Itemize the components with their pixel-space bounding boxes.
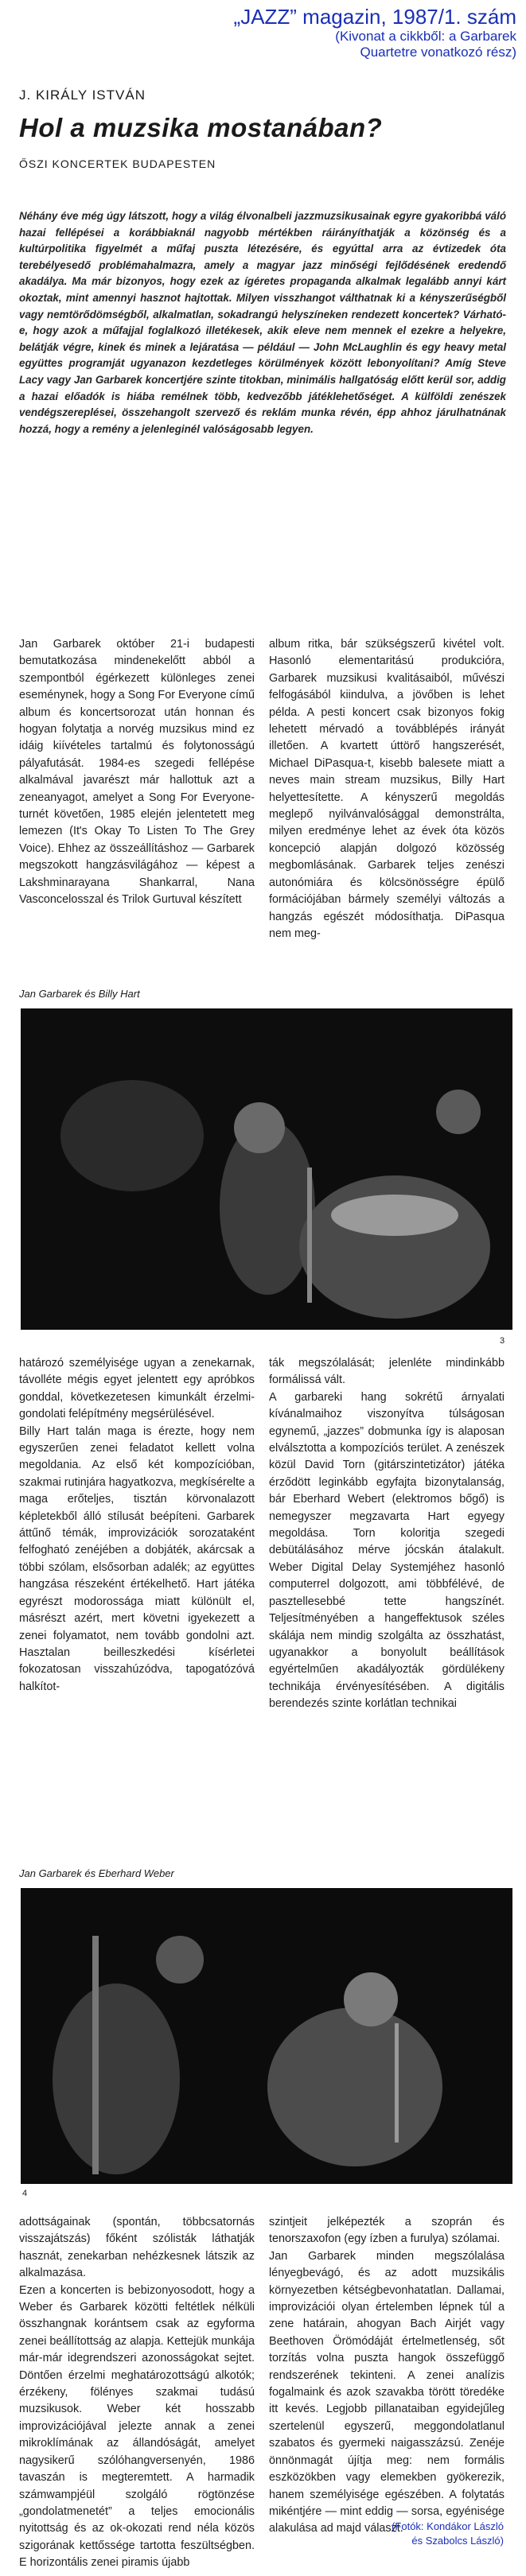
paragraph: Ezen a koncerten is bebizonyosodott, hogy a Weber és Garbarek közötti feltétlek nélküli összhangnak korántsem csak az egyforma zenei beállítottság az alapja. Kettejük munkája már-már idegrendszeri azonosságokat sejtet. Döntően érzelmi meghatározottságú alkotók; érzékeny, fölényes szakmai tudású muzsikusok. Weber két hosszabb improvizációjával jelezte annak a zenei mikroklímának az állandóságát, amelyet nagysikerű szólóhangversenyén, 1986 tavaszán is megteremtett. A harmadik számwampjéül szolgáló rögtönzése „gondolatmenetét” a teljes emocionális nyitottság és az ok-okozati rend néla közös szigorának kettőssége tartotta feszültségben. E horizontális zenei piramis újabb <box>19 2283 255 2570</box>
body-column-2 <box>269 636 505 942</box>
paragraph: szintjeit jelképezték a szoprán és tenorszaxofon (egy ízben a furulya) szólamai. <box>269 2216 505 2246</box>
body-column-3 <box>19 1355 255 1696</box>
photo-caption-2: Jan Garbarek és Eberhard Weber <box>19 1867 174 1879</box>
photo-credit <box>265 2520 504 2548</box>
paragraph: adottságainak (spontán, többcsatornás visszajátszás) főként szólisták láthatják hasznát, zenekarban nehézkesnek látszik az alkalmazása. <box>19 2216 255 2280</box>
paragraph: Jan Garbarek október 21-i budapesti bemutatkozása mindenekelőtt abból a szempontból égérkezett különleges zenei eseménynek, hogy a Song For Everyone című album és koncertsorozat után honnan és hogyan folytatja a norvég muzsikus mind ez idáig kiívételes tartalmú és folytonosságú pályafutását. 1984-es szegedi fellépése alkalmával javarészt már hallottuk azt a zeneanyagot, amelyet a Song For Everyone-turnét követően, 1985 elején jelentetett meg lemezen (It's Okay To Listen To The Grey Voice). Ehhez az összeállításhoz — Garbarek megszokott hangzásvilágához — képest a Lakshminarayana Shankarral, Nana Vasconcelosszal és Trilok Gurtuval készített <box>19 638 255 907</box>
article-author: J. KIRÁLY ISTVÁN <box>19 87 146 103</box>
body-column-4 <box>269 1355 505 1713</box>
page-number-3: 3 <box>500 1336 505 1346</box>
photo-garbarek-weber <box>21 1888 512 2184</box>
photo-caption-1: Jan Garbarek és Billy Hart <box>19 988 140 1000</box>
page-number-4: 4 <box>22 2189 28 2198</box>
paragraph: határozó személyisége ugyan a zenekarnak, távolléte mégis egyet jelentett egy apróbkos gonddal, következetesen kimunkált érzelmi-gondolati felépítmény megsérülésével. <box>19 1357 255 1421</box>
document-header <box>182 5 516 60</box>
paragraph: album ritka, bár szükségszerű kivétel volt. Hasonló elementaritású produkcióra, Garbarek muzsikusi kvalitásaiból, művészi felfogásából kiindulva, a jövőben is lehet példa. A pesti koncert csak bizonyos fokig lehetett mérvadó a továbblépés irányát illetően. A kvartett úttörő hangszerését, Michael DiPasqua-t, kisebb balesete miatt a neves main stream muzsikus, Billy Hart helyettesítette. A kényszerű megoldás meglepő nyilvánvalósággal demonstrálta, milyen eredménye lehet az évek óta közös koncepció alapján dolgozó közösség megbomlásának. Garbarek teljes zenészi autonómiára és kölcsönösségre épülő formációjában bármely személyi változás a hangzás egészét módosíthatja. DiPasqua nem meg- <box>269 638 505 940</box>
article-lead: Néhány éve még úgy látszott, hogy a világ élvonalbeli jazzmuzsikusainak egyre gyakoribbá váló hazai fellépései a korábbiaknál nagyobb mértékben ráirányíthatják a közönség és a kultúrpolitika figyelmét a műfaj puszta létezésére, és egyúttal arra az évtizedek óta terebélyesedő problémahalmazra, amely a magyar jazz minőségi fejlődésének eredendő akadálya. Ma már bizonyos, hogy ezek az ígéretes propaganda alkalmak legalább annyi kárt okoztak, mint amennyi hasznot hajtottak. Milyen visszhangot válthatnak ki a kényszerűségből vagy nemtörődömségből, alkalmatlan, sokadrangú helyszíneken rendezett koncertek? Várható-e, hogy azok a műfajjal foglalkozó illetékesek, akik eleve nem mennek el ezekre a helyekre, belátják végre, kinek és minek a lejáratása — például — John McLaughlin és egy heavy metal együttes programját ugyanazon kezdetleges körülmények között lebonyolítani? Amíg Steve Lacy vagy Jan Garbarek koncertjére szinte titokban, minimális hallgatóság előtt kerül sor, addig a hazai előadók is hiába remélnek több, kedvezőbb játéklehetőséget. A külföldi zenészek vendégszereplései, összehangolt szervező és reklám munka révén, épp ahhoz járulhatnának hozzá, hogy a remény a jelenleginél valóságosabb legyen. <box>19 210 506 435</box>
paragraph: A garbareki hang sokrétű árnyalati kívánalmaihoz viszonyítva túlságosan egynemű, „jazzes” dobmunka így is alaposan elválsztotta a kompozíciós terület. A zenészek közül David Torn (gitárszintetizátor) játéka érződött leginkább egyfajta bizonytalanság, bár Eberhard Webert (elektromos bőgő) is nemegyszer megzavarta Hart egyegy megoldása. Torn koloritja szegedi debütálásához mérve jócskán átalakult. Weber Digital Delay Systemjéhez hasonló computerrel dolgozott, ami többfélévé, de pasztellesebbé tette hangszínét. Teljesítményében a hangeffektusok széles skálája nem mindig szolgálta az összhatást, ugyanakkor a bonyolult beállítások egyértelműen akadályozták gördülékeny technikája érvényesítésében. A digitális berendezés szinte korlátlan technikai <box>269 1390 505 1711</box>
magazine-title: „JAZZ” magazin, 1987/1. szám <box>233 5 516 29</box>
photo-garbarek-hart <box>21 1008 512 1330</box>
credit-line2: és Szabolcs László) <box>411 2535 504 2547</box>
paragraph: ták megszólalását; jelenléte mindinkább formálissá vált. <box>269 1357 505 1387</box>
body-column-5 <box>19 2214 255 2572</box>
paragraph: Billy Hart talán maga is érezte, hogy nem egyszerűen zenei feladatot kellett volna megoldania. Az első két kompozícióban, szakmai rutinjára hagyatkozva, megkísérelte a maga erőteljes, tisztán körvonalazott képletekből álló stílusát beépíteni. Garbarek áttűnő témák, improvizációk sorozataként felfogható zenéjében a dobjáték, akárcsak a többi szólam, elsősorban adalék; az együttes hangzása részeként értékelhető. Hart játéka egyrészt modorossága miatt különült el, másrészt azért, mert követni igyekezett a zenei folyamatot, nem tovább gondolni azt. Hasztalan beilleszkedési kísérletei fokozatosan visszahúzódva, tapogatózóvá halkítot- <box>19 1424 255 1693</box>
paragraph: Jan Garbarek minden megszólalása lényegbevágó, és az adott muzsikális környezetben kétségbevonhatatlan. Dallamai, improvizációi olyan értelemben lépnek túl a zene határain, ahogyan Bach Airjét vagy Beethoven Örömódáját értelmetlenség, sőt torzítás volna puszta hangok összefüggő rendszerének tekinteni. A zenei analízis fogalmaink és azok szavakba törött töredéke itt kevés. Legjobb pillanataiban egyidejűleg szertelenül egyszerű, meggondolatlanul szabatos és gyermeki naigasszázsú. Zenéje önnönmagát újítja meg: nem formális eszközökben vagy elemekben gyökerezik, hanem személyisége egészében. A folytatás mikéntjére — mint eddig — sorsa, egyénisége alakulása ad majd választ. <box>269 2249 505 2535</box>
article-title: Hol a muzsika mostanában? <box>19 113 383 142</box>
body-column-6 <box>269 2214 505 2538</box>
excerpt-note-line1: (Kivonat a cikkből: a Garbarek <box>335 29 516 44</box>
article-subtitle: ŐSZI KONCERTEK BUDAPESTEN <box>19 157 216 170</box>
excerpt-note-line2: Quartetre vonatkozó rész) <box>360 45 516 60</box>
credit-line1: (Fotók: Kondákor László <box>392 2520 504 2532</box>
body-column-1 <box>19 636 255 909</box>
